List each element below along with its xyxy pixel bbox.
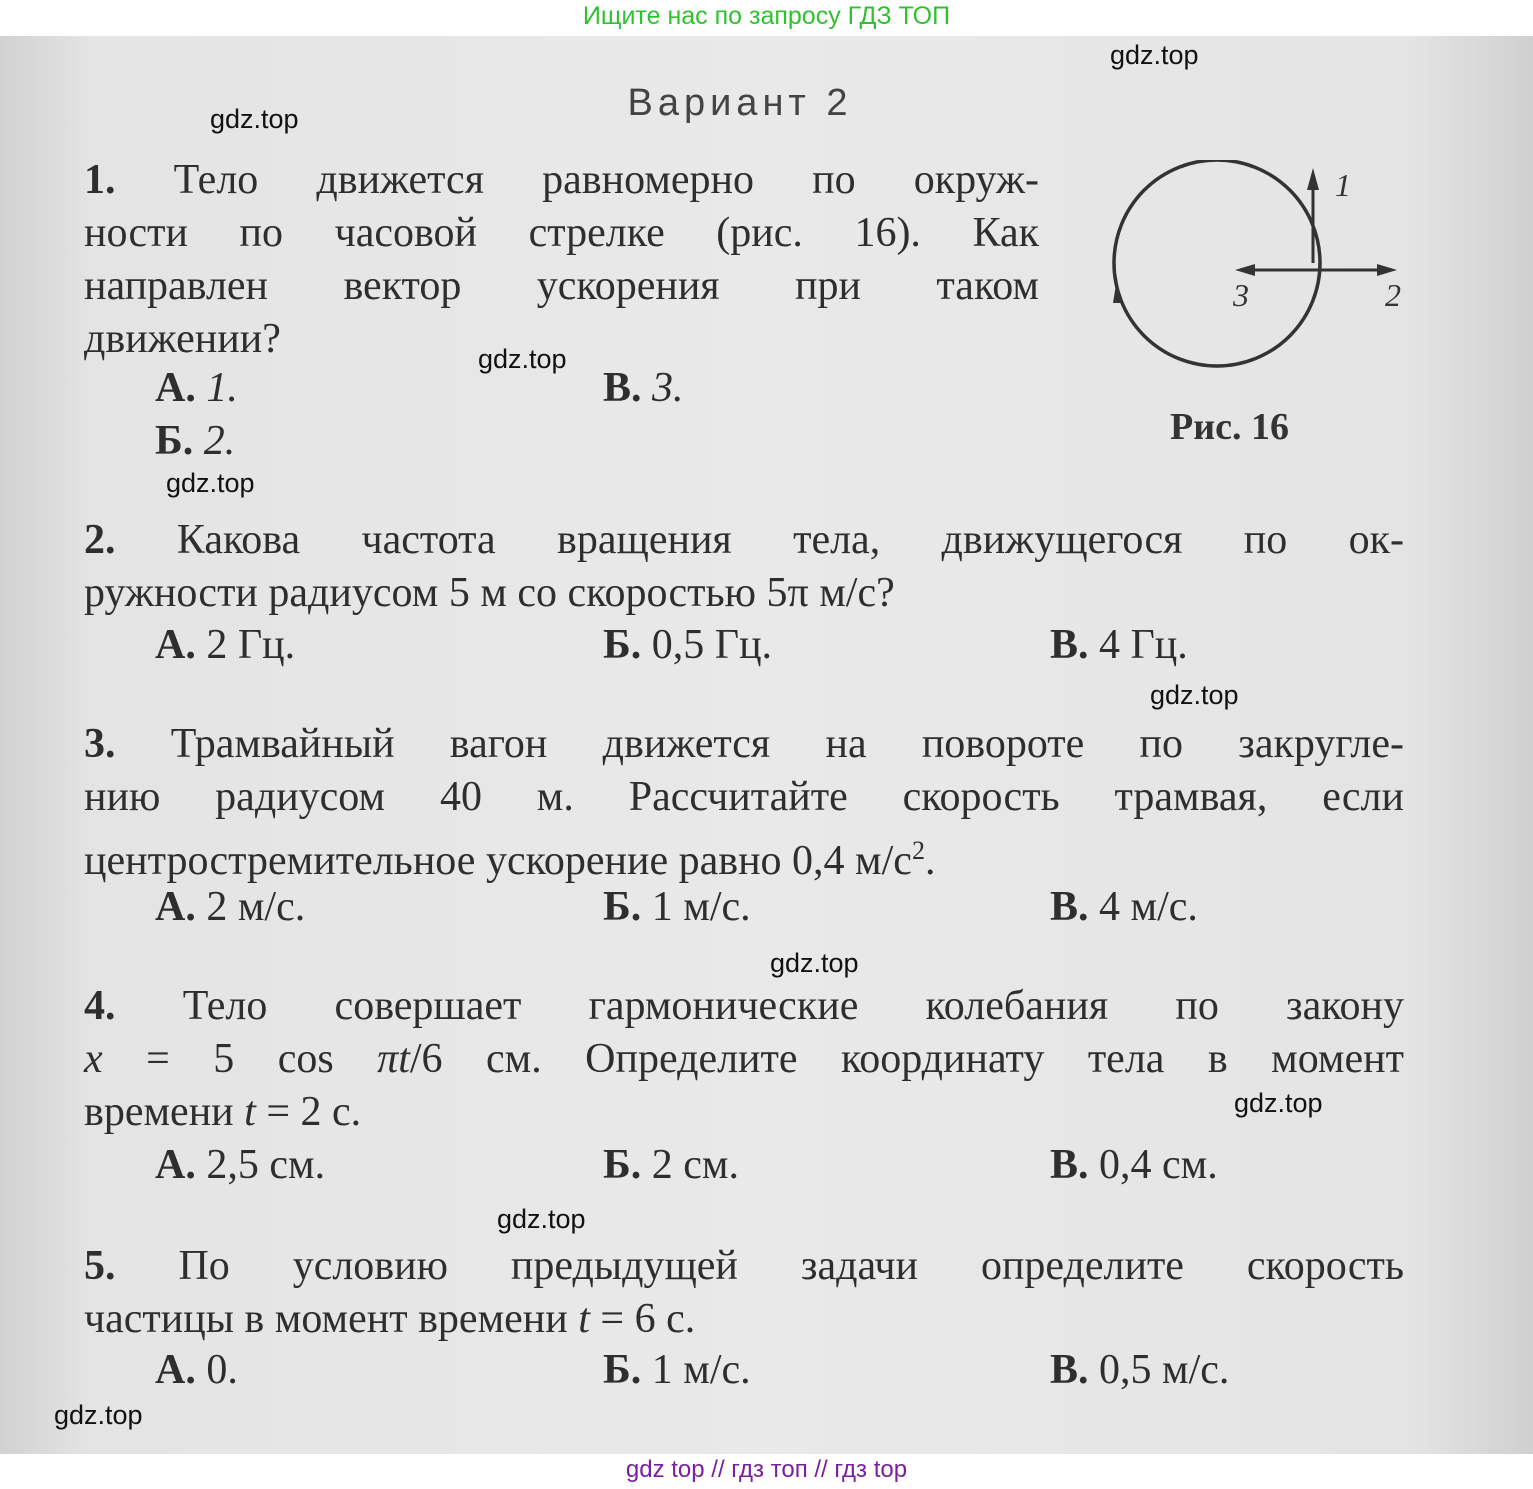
question-2	[84, 514, 1404, 620]
answer-b: Б. 0,5 Гц.	[603, 622, 773, 668]
svg-text:1: 1	[1335, 167, 1351, 203]
question-5	[84, 1240, 1404, 1346]
answer-c: В. 4 м/с.	[1050, 884, 1198, 930]
watermark: gdz.top	[166, 468, 255, 498]
watermark: gdz.top	[1234, 1088, 1323, 1118]
question-number: 5.	[84, 1243, 116, 1289]
watermark: gdz.top	[497, 1204, 586, 1234]
answer-b: Б. 1 м/с.	[603, 884, 751, 930]
question-text-line: 2. Какова частота вращения тела, движущегося по ок-	[84, 517, 1404, 563]
question-text-line: 5. По условию предыдущей задачи определите скорость	[84, 1243, 1404, 1289]
watermark: gdz.top	[1110, 40, 1199, 70]
question-1	[84, 154, 1039, 366]
question-3	[84, 718, 1404, 888]
answer-a: А. 2 м/с.	[155, 884, 306, 930]
question-text-line: ружности радиусом 5 м со скоростью 5π м/с?	[84, 570, 895, 616]
question-text-line: частицы в момент времени t = 6 с.	[84, 1296, 696, 1342]
question-text-line: 4. Тело совершает гармонические колебания по закону	[84, 983, 1404, 1029]
question-text-line: нию радиусом 40 м. Рассчитайте скорость трамвая, если	[84, 774, 1404, 820]
figure-caption: Рис. 16	[1170, 406, 1289, 448]
watermark: gdz.top	[210, 104, 299, 134]
question-4	[84, 980, 1404, 1139]
question-text-line: x = 5 cos πt/6 см. Определите координату тела в момент	[84, 1036, 1404, 1082]
answer-b: Б. 2.	[155, 418, 236, 464]
arrow-right-icon	[1377, 264, 1397, 276]
question-number: 2.	[84, 517, 116, 563]
question-text-line: центростремительное ускорение равно 0,4 $м/с^2$.	[84, 836, 936, 884]
question-text-line: 1. Тело движется равномерно по окруж-	[84, 157, 1039, 203]
answer-b: Б. 2 см.	[603, 1142, 740, 1188]
circle-motion-figure	[1095, 160, 1415, 390]
answer-a: А. 1.	[155, 365, 238, 411]
watermark: gdz.top	[478, 344, 567, 374]
svg-text:3: 3	[1233, 277, 1249, 313]
svg-text:2: 2	[1385, 277, 1401, 313]
answer-c: В. 0,4 см.	[1050, 1142, 1218, 1188]
arrow-up-icon	[1307, 168, 1319, 190]
watermark: gdz.top	[54, 1400, 143, 1430]
watermark: gdz.top	[770, 948, 859, 978]
question-text-line: времени t = 2 с.	[84, 1089, 362, 1135]
answer-b: Б. 1 м/с.	[603, 1347, 751, 1393]
question-number: 3.	[84, 721, 116, 767]
answer-a: А. 2,5 см.	[155, 1142, 326, 1188]
answer-c: В. 4 Гц.	[1050, 622, 1188, 668]
watermark: gdz.top	[1150, 680, 1239, 710]
question-text-line: направлен вектор ускорения при таком	[84, 263, 1039, 309]
question-text-line: 3. Трамвайный вагон движется на повороте по закругле-	[84, 721, 1404, 767]
bottom-banner: gdz top // гдз топ // гдз top	[0, 1454, 1533, 1489]
top-banner: Ищите нас по запросу ГДЗ ТОП	[0, 0, 1533, 36]
question-text-line: движении?	[84, 316, 281, 362]
question-number: 4.	[84, 983, 116, 1029]
answer-a: А. 2 Гц.	[155, 622, 296, 668]
answer-c: В. 3.	[603, 365, 684, 411]
question-text-line: ности по часовой стрелке (рис. 16). Как	[84, 210, 1039, 256]
variant-title: Вариант 2	[627, 82, 853, 124]
answer-c: В. 0,5 м/с.	[1050, 1347, 1230, 1393]
answer-a: А. 0.	[155, 1347, 238, 1393]
question-number: 1.	[84, 157, 116, 203]
arrow-left-icon	[1235, 264, 1255, 276]
